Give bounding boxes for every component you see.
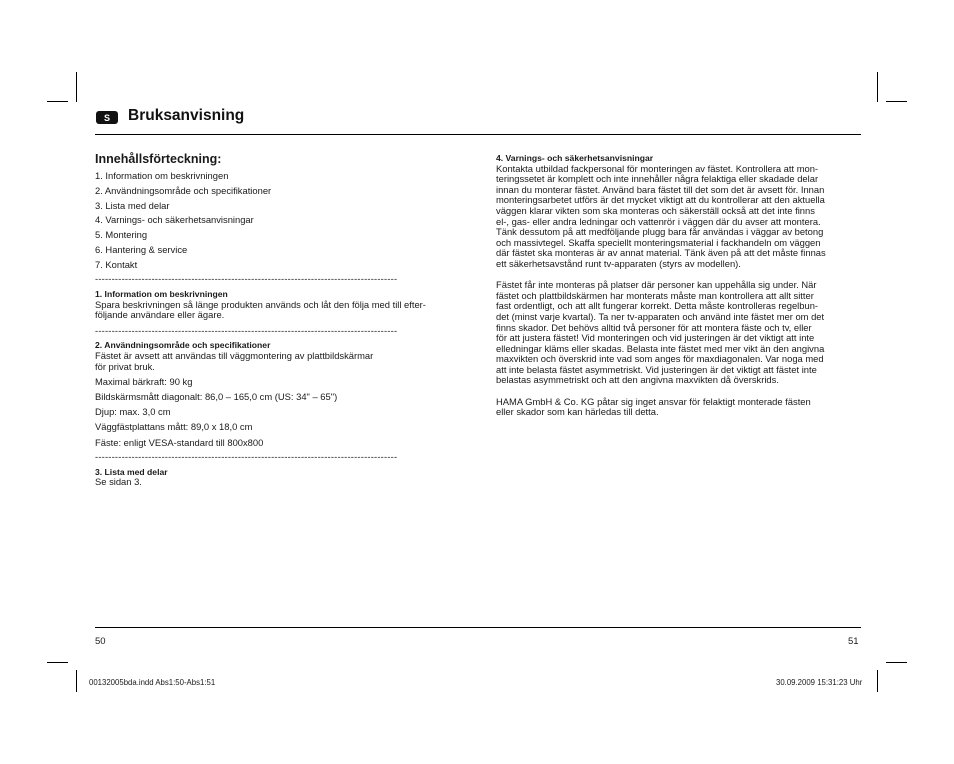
section-4-body <box>496 164 866 418</box>
section-4-heading: 4. Varnings- och säkerhetsanvisningar <box>496 153 654 163</box>
spec-diagonal: Bildskärmsmått diagonalt: 86,0 – 165,0 cm (US: 34" – 65") <box>95 391 338 402</box>
toc-item: 3. Lista med delar <box>95 199 170 211</box>
section-4-line: Tänk dessutom på att medföljande plugg bara får användas i väggar av betong <box>496 226 824 238</box>
spec-plate-size: Väggfästplattans mått: 89,0 x 18,0 cm <box>95 421 253 433</box>
section-4-line: el-, gas- eller andra ledningar och vattenrör i väggen där du avser att montera. <box>496 215 821 227</box>
crop-mark-top-left-h <box>47 101 68 102</box>
timestamp-slug: 30.09.2009 15:31:23 Uhr <box>776 678 863 687</box>
crop-mark-top-right-h <box>886 101 907 102</box>
page-title: Bruksanvisning <box>128 107 245 124</box>
toc-item: 4. Varnings- och säkerhetsanvisningar <box>95 214 254 226</box>
toc-item: 5. Montering <box>95 229 148 241</box>
section-4-line: Kontakta utbildad fackpersonal för monteringen av fästet. Kontrollera att mon- <box>496 162 819 174</box>
section-2-text: Fästet är avsett att användas till väggmontering av plattbildskärmar <box>95 350 374 362</box>
section-4-line: att inte belasta fästet asymmetriskt. Vid justeringen är det viktigt att fästet inte <box>496 363 817 375</box>
separator-line: ------------------------------------------------------------------------------------------- <box>95 325 398 336</box>
section-4-line: för att justera fästet! Vid monteringen och vid justeringen är det viktigt att inte <box>496 332 815 344</box>
section-3-text: Se sidan 3. <box>95 476 142 488</box>
section-4-line: det (minst varje kvartal). Ta ner tv-apparaten och använd inte fästet mer om det <box>496 310 825 322</box>
section-4-line: ett säkerhetsavstånd runt tv-apparaten (styrs av modellen). <box>496 257 741 269</box>
header-rule <box>95 134 861 135</box>
toc-item: 7. Kontakt <box>95 258 138 270</box>
section-3-heading: 3. Lista med delar <box>95 466 168 477</box>
section-4-line: fästet och plattbildskärmen har monterats måste man kontrollera att allt sitter <box>496 289 814 301</box>
section-1-text: följande användare eller ägare. <box>95 309 225 321</box>
section-4-line: fast ordentligt, och att allt fungerar korrekt. Detta måste kontrolleras regelbun- <box>496 300 819 312</box>
section-2-text: för privat bruk. <box>95 360 155 372</box>
spec-depth: Djup: max. 3,0 cm <box>95 406 171 418</box>
section-4-line: HAMA GmbH & Co. KG påtar sig inget ansvar för felaktigt monterade fästen <box>496 395 811 407</box>
section-4-line: där fästet ska monteras är av annat material. Tänk även på att det måste finnas <box>496 247 826 259</box>
section-4-paragraph <box>496 164 866 270</box>
toc-item: 1. Information om beskrivningen <box>95 170 229 181</box>
crop-mark-bottom-left-v <box>76 670 77 692</box>
section-4-line: elledningar kläms eller skadas. Belasta inte fästet med mer vikt än den angivna <box>496 342 825 354</box>
section-1-heading: 1. Information om beskrivningen <box>95 289 228 300</box>
crop-mark-bottom-right-h <box>886 662 907 663</box>
section-4-line: innan du monterar fästet. Använd bara fästet till det som det är avsett för. Innan <box>496 183 825 195</box>
section-4-line: belastas asymmetriskt och att den angivna maxvikten då överskrids. <box>496 374 779 386</box>
footer-rule <box>95 627 861 628</box>
toc-item: 6. Hantering & service <box>95 243 188 255</box>
crop-mark-bottom-right-v <box>877 670 878 692</box>
section-4-line: väggen klarar vikten som ska monteras och säkerställ också att det inte finns <box>496 204 815 216</box>
section-4-line: och massivtegel. Skaffa speciellt monteringsmaterial i fackhandeln om väggen <box>496 236 821 248</box>
left-column <box>95 152 460 488</box>
crop-mark-top-left-v <box>76 72 77 102</box>
page-number-left: 50 <box>95 636 106 647</box>
section-4-line: monteringsarbetet utförs är det mycket viktigt att du kontrollerar att den aktuella <box>496 194 825 206</box>
section-4-line: maxvikten och överskrid inte vad som anges för maxdiagonalen. Var noga med <box>496 353 824 365</box>
section-2-heading: 2. Användningsområde och specifikationer <box>95 340 271 351</box>
section-4-line: finns skador. Det behövs alltid två personer för att montera fäste och tv, eller <box>496 321 812 333</box>
crop-mark-top-right-v <box>877 72 878 102</box>
separator-line: ------------------------------------------------------------------------------------------- <box>95 274 398 285</box>
spec-vesa: Fäste: enligt VESA-standard till 800x800 <box>95 436 264 448</box>
crop-mark-bottom-left-h <box>47 662 68 663</box>
section-1-text: Spara beskrivningen så länge produkten används och låt den följa med till efter- <box>95 298 426 310</box>
section-4-paragraph <box>496 280 866 386</box>
section-4-line: teringssetet är komplett och inte innehåller några felaktiga eller skadade delar <box>496 173 819 185</box>
section-4-line: Fästet får inte monteras på platser där personer kan uppehålla sig under. När <box>496 279 817 291</box>
toc-heading: Innehållsförteckning: <box>95 152 222 166</box>
language-badge: S <box>96 111 118 124</box>
page-number-right: 51 <box>848 636 859 647</box>
file-slug: 00132005bda.indd Abs1:50-Abs1:51 <box>89 678 216 687</box>
separator-line: ------------------------------------------------------------------------------------------- <box>95 452 398 463</box>
toc-item: 2. Användningsområde och specifikationer <box>95 184 272 196</box>
section-4-paragraph <box>496 397 866 418</box>
right-column <box>496 153 866 418</box>
spec-max-load: Maximal bärkraft: 90 kg <box>95 375 193 387</box>
section-4-line: eller skador som kan härledas till detta. <box>496 406 659 418</box>
